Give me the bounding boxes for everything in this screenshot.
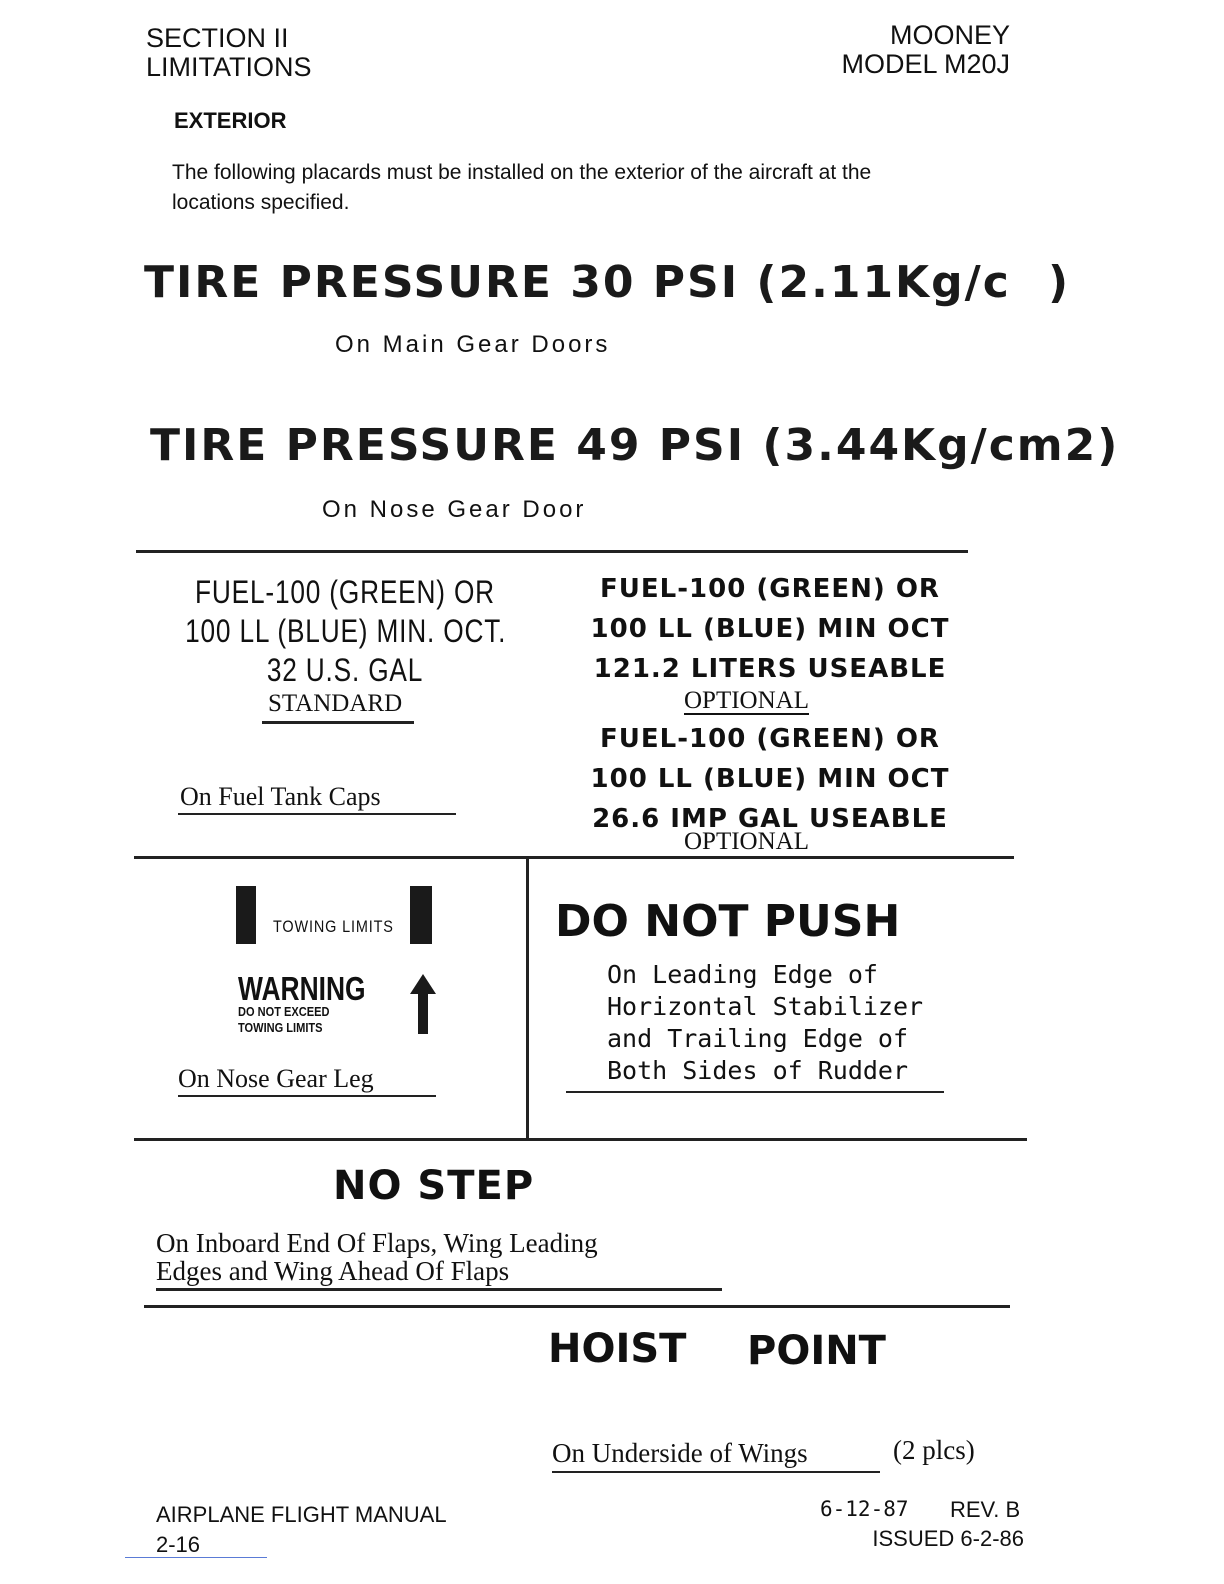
grid-rule-top xyxy=(134,856,1014,859)
fuel-standard-label: STANDARD xyxy=(268,690,403,717)
towing-limits-label: TOWING LIMITS xyxy=(273,917,394,936)
fuel-standard-line1: FUEL-100 (GREEN) OR xyxy=(195,574,495,610)
exterior-heading: EXTERIOR xyxy=(174,108,287,133)
do-not-push-loc2: Horizontal Stabilizer xyxy=(607,992,924,1021)
intro-line-2: locations specified. xyxy=(172,191,350,214)
no-step-title: NO STEP xyxy=(333,1163,535,1209)
towing-bar-left-icon xyxy=(236,886,256,944)
grid-rule-vertical xyxy=(526,857,529,1139)
fuel-caps-location: On Fuel Tank Caps xyxy=(180,782,381,811)
nose-gear-tire-placard: TIRE PRESSURE 49 PSI (3.44Kg/cm2) xyxy=(150,420,1120,471)
main-gear-location: On Main Gear Doors xyxy=(335,331,611,358)
fuel-optional2-line1: FUEL-100 (GREEN) OR xyxy=(600,724,940,754)
warning-label: WARNING xyxy=(238,970,366,1007)
main-gear-tire-placard-close: ) xyxy=(1048,257,1071,308)
no-step-loc1: On Inboard End Of Flaps, Wing Leading xyxy=(156,1228,598,1258)
fuel-optional1-line1: FUEL-100 (GREEN) OR xyxy=(600,574,940,604)
fuel-optional-placard-2 xyxy=(570,724,970,834)
fuel-optional2-line2: 100 LL (BLUE) MIN OCT xyxy=(590,764,950,794)
footer-manual: AIRPLANE FLIGHT MANUAL xyxy=(156,1502,447,1527)
towing-bar-right-icon xyxy=(410,886,432,944)
do-not-push-underline xyxy=(566,1091,944,1093)
section-label: SECTION II xyxy=(146,23,289,53)
fuel-optional1-line2: 100 LL (BLUE) MIN OCT xyxy=(590,614,950,644)
standard-underline xyxy=(262,721,414,724)
warning-sub-1: DO NOT EXCEED xyxy=(238,1004,330,1019)
footer-issued: ISSUED 6-2-86 xyxy=(872,1526,1024,1551)
up-arrow-icon xyxy=(408,972,438,1036)
fuel-standard-line2: 100 LL (BLUE) MIN. OCT. xyxy=(185,613,507,649)
fuel-optional1-label: OPTIONAL xyxy=(684,687,809,714)
footer-rev: REV. B xyxy=(950,1497,1021,1522)
hoist-count: (2 plcs) xyxy=(893,1435,975,1465)
do-not-push-loc3: and Trailing Edge of xyxy=(607,1024,909,1053)
warning-sub-2: TOWING LIMITS xyxy=(238,1020,323,1035)
fuel-standard-placard xyxy=(150,574,540,689)
hoist-location-underline xyxy=(552,1471,880,1473)
footer-date: 6-12-87 xyxy=(820,1497,909,1521)
footer-blue-line xyxy=(125,1557,267,1558)
grid-rule-bottom xyxy=(134,1138,1027,1141)
model-label: MODEL M20J xyxy=(841,49,1010,79)
subsection-label: LIMITATIONS xyxy=(146,52,312,82)
hoist-location: On Underside of Wings xyxy=(552,1438,808,1468)
intro-line-1: The following placards must be installed on the exterior of the aircraft at the xyxy=(172,161,872,184)
no-step-underline xyxy=(156,1288,722,1291)
do-not-push-loc1: On Leading Edge of xyxy=(607,960,878,989)
fuel-optional2-label: OPTIONAL xyxy=(684,828,809,855)
hoist-title-2: POINT xyxy=(747,1328,886,1374)
hoist-title-1: HOIST xyxy=(548,1326,687,1372)
do-not-push-title: DO NOT PUSH xyxy=(555,896,901,947)
no-step-loc2: Edges and Wing Ahead Of Flaps xyxy=(156,1256,510,1286)
fuel-optional1-line3: 121.2 LITERS USEABLE xyxy=(593,654,947,684)
nose-gear-leg-underline xyxy=(178,1095,436,1097)
fuel-optional2-line3: 26.6 IMP GAL USEABLE xyxy=(592,804,948,834)
divider-rule xyxy=(136,550,968,553)
main-gear-tire-placard: TIRE PRESSURE 30 PSI (2.11Kg/c xyxy=(144,257,1011,308)
fuel-standard-line3: 32 U.S. GAL xyxy=(266,652,424,688)
hoist-top-rule xyxy=(144,1305,1010,1308)
manufacturer-label: MOONEY xyxy=(889,20,1010,50)
fuel-caps-underline xyxy=(178,813,456,815)
footer-page: 2-16 xyxy=(156,1532,201,1557)
nose-gear-leg-location: On Nose Gear Leg xyxy=(178,1064,374,1093)
do-not-push-loc4: Both Sides of Rudder xyxy=(607,1056,909,1085)
fuel-optional-placard-1 xyxy=(570,574,970,684)
nose-gear-location: On Nose Gear Door xyxy=(322,496,587,523)
